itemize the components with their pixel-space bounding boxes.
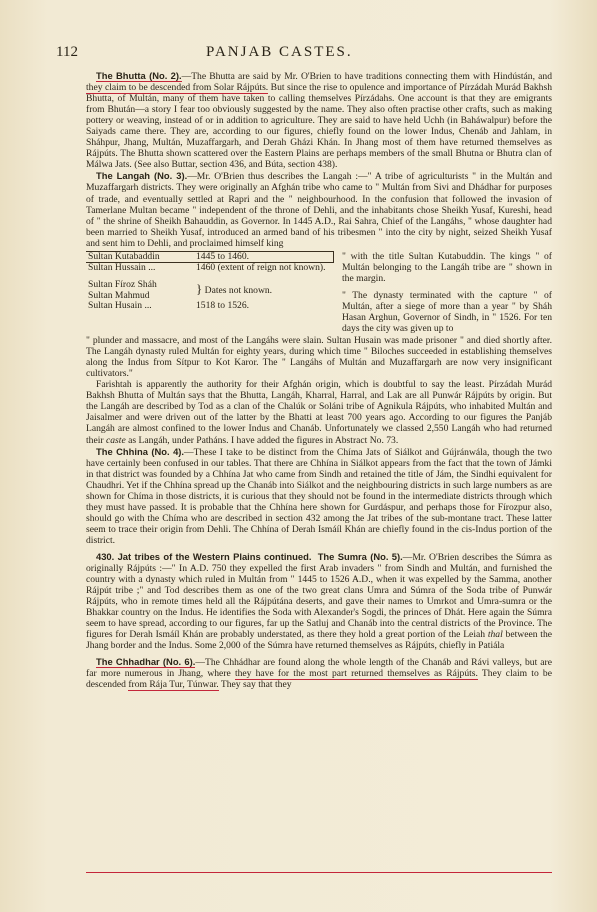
chhina-heading: The Chhina (No. 4). — [96, 445, 185, 457]
langah-text-after: " plunder and massacre, and most of the Langáhs were slain. Sultan Husain was made prisoner " and died shortly after. The Langáh dynasty ruled Multán for eighty years, during which time " Biloches succeeded in establishing themselves along the Indus from Sítpur to Kot Karor. The " Langáhs of Multán and Muzaffargarh are now very insignificant cultivators." — [86, 335, 552, 380]
thal-word: thal — [487, 629, 503, 641]
bhutta-text-a: —The Bhutta are said by Mr. O'Brien to have traditions connecting them with Hindústán, and — [181, 71, 552, 82]
side-text-b: " The dynasty terminated with the capture " of Multán, after a siege of more than a year " by Sháh Hasan Arghun, Governor of Sindh, in " 1526. For ten days the city was given up to — [342, 289, 552, 335]
ruler-name: Sultan Kutabaddin — [88, 250, 160, 262]
chhadhar-heading: The Chhadhar (No. 6). — [96, 656, 196, 668]
ruler-name: Sultan Husain ... — [88, 300, 152, 312]
ruler-name: Sultan Hussain ... — [88, 262, 156, 274]
page-number: 112 — [56, 44, 78, 60]
brace-glyph: } — [196, 281, 203, 297]
page-header — [56, 44, 541, 61]
ruler-row — [86, 263, 334, 274]
bhutta-heading: The Bhutta (No. 2). — [96, 70, 182, 81]
caste-word: caste — [105, 434, 126, 446]
chhadhar-underlined-text: they have for the most part returned themselves as Rájpúts. — [234, 668, 478, 680]
sumra-text-b: between the Jhang border and the Indus. Some 2,000 of the Súmra have returned themselves as Rájpúts, chiefly in Patiála — [86, 629, 552, 652]
ruler-dates: 1445 to 1460. — [196, 250, 250, 262]
ruler-dates: 1518 to 1526. — [196, 300, 250, 312]
rulers-side-text — [342, 251, 552, 334]
bhutta-paragraph — [86, 70, 552, 170]
side-text-a: " with the title Sultan Kutabuddin. The kings " of Multán belonging to the Langáh tribe are " shown in the margin. — [342, 250, 552, 284]
langah-paragraph-2 — [86, 379, 552, 445]
chhadhar-paragraph — [86, 656, 552, 690]
bhutta-underlined-text: they claim to be descended from Solar Rájpúts. — [86, 82, 269, 94]
sumra-heading: The Sumra (No. 5). — [317, 550, 403, 562]
ruler-name: Sultan Fíroz Sháh — [88, 278, 157, 290]
chhadhar-text-a: —The Chhádhar are found along the whole length of the Chanáb and Rávi valleys, but are far more numerous in Jhang, where — [86, 657, 552, 680]
red-annotation-line — [86, 872, 552, 873]
running-title: PANJAB CASTES. — [206, 44, 353, 60]
langah-para2-b: as Langáh, under Patháns. I have added the figures in Abstract No. 73. — [125, 434, 399, 446]
ruler-row — [86, 274, 334, 291]
ruler-row — [86, 251, 334, 263]
ruler-dates: Dates not known. — [204, 285, 273, 297]
langah-para2-a: Farishtah is apparently the authority for their Afghán origin, which is doubtful to say the least. Pírzádah Murád Bakhsh Bhutta of Multán says that the Bhutta, Langáh, Kharral, Harral, and Lak are all Punwár Rájpúts by origin. But the Langáh are described by Tod as a clan of the Chalúk or Soláni tribe of Agnikula Rájpúts, who inhabited Multán and Jaisalmer and were driven out of the latter by the Bhatti at least 700 years ago. According to our figures the Panjáb Langáh are almost confined to the lower Indus and Chanáb. Unfortunately we classed 2,550 Langáh who had returned their — [86, 379, 552, 446]
chhadhar-underlined-text-2: from Rája Tur, Túnwar. — [128, 679, 219, 691]
section-430-heading: 430. Jat tribes of the Western Plains continued. — [96, 550, 312, 562]
page-body — [86, 70, 552, 691]
langah-text: —Mr. O'Brien thus describes the Langah :—" A tribe of agriculturists " in the Multán and Muzaffargarh districts. They were originally an Afghán tribe who came to " Multán from Sivi and Dhádhar for purposes of trade, and eventually settled at Rapri and the " neighbourhood. In the confusion that followed the invasion of Tamerlane Multan became " independent of the throne of Dehli, and the inhabitants chose Sheikh Yusaf, Kureshi, head of " the shrine of Sheikh Bahauddin, as Governor. In 1445 A.D., Rai Sahra, Chief of the Langáhs, " whose daughter had been married to Sheikh Yusaf, introduced an armed band of his tribesmen " into the city by night, seized Sheikh Yusaf and sent him to Dehli, and proclaimed himself king — [86, 171, 552, 249]
sumra-text: —Mr. O'Brien describes the Súmra as originally Rájpúts :—" In A.D. 750 they expelled the first Arab invaders " from Sindh and Multán, and furnished the country with a dynasty which ruled in Multán from " 1445 to 1526 A.D., when it was expelled by the Samma, another Rájpút tribe ;" and Tod describes them as one of the two great clans Umra and Súmra of the Soda tribe of Punwár Rájpúts, who in remote times held all the Rájpútána deserts, and gave their names to Umrkot and Umra-sumra or the Bhakkar country on the Indus. He identifies the Soda with Alexander's Sogdi, the princes of Dhát. Here again the Súmra seem to have spread, according to our figures, far up the Satluj and Chanáb into the central districts of the Province. The figures for Derah Ismáíl Khán are probably understated, as there they hold a great portion of the Leiah — [86, 551, 553, 641]
rulers-table — [86, 251, 334, 312]
chhina-paragraph — [86, 446, 552, 546]
ruler-row — [86, 301, 334, 312]
bhutta-text-b: But since the rise to opulence and importance of Pírzádah Murád Bakhsh Bhutta, of Multán, many of them have taken to calling themselves Pírzádahs. One account is that they are emigrants from Bhután—a story I fear too obviously suggested by the name. They also often practise other crafts, such as making pottery or weaving, instead of or in addition to agriculture. They are said to have held Uchh (in Baháwalpur) before the Saiyads came there. They are, according to our figures, chiefly found on the lower Indus, Chenáb and Jahlam, in Sháhpur, Jhang, Multán, Muzaffargarh, and Derah Gházi Khán. In Jhang most of them have returned themselves as Rájpúts. The Bhutta shown scattered over the Eastern Plains are perhaps members of the small Bhutna or Bhutra clan of Málwa Jats. (See also Buttar, section 436, and Búta, section 438). — [86, 82, 552, 171]
sumra-paragraph — [86, 551, 552, 651]
ruler-dates: 1460 (extent of reign not known). — [196, 262, 326, 274]
chhadhar-text-b: They claim to be descended — [86, 668, 552, 691]
langah-heading: The Langah (No. 3). — [96, 170, 188, 182]
chhadhar-text-c: They say that they — [218, 679, 292, 691]
langah-paragraph — [86, 170, 552, 248]
chhina-text: —These I take to be distinct from the Chíma Jats of Siálkot and Gújránwála, though the two have certainly been confused in our tables. That there are Chhína in Siálkot appears from the fact that the town of Jámki in that district was founded by a Chhína Jat who came from Sindh and retained the title of Jám, the Sindhi equivalent for Chaudhri. Yet if the Chhína spread up the Chanáb into Siálkot and the neighbouring districts in such large numbers as are shown for Chíma in those districts, it is curious that they should not be found in the intermediate districts through which they must have passed. It is probable that the Chhína here shown for Gurdáspur, and perhaps those for Fírozpur also, should go with the Chíma who are described in section 432 among the Jat tribes of the sub-montane tract. These latter seem to trace their origin from Dehli. The Chhína of Derah Ismáíl Khán are chiefly found in the cis-Indus portion of the district. — [86, 446, 553, 546]
ruler-name: Sultan Mahmud — [88, 289, 150, 301]
langah-rulers-block — [86, 251, 552, 334]
